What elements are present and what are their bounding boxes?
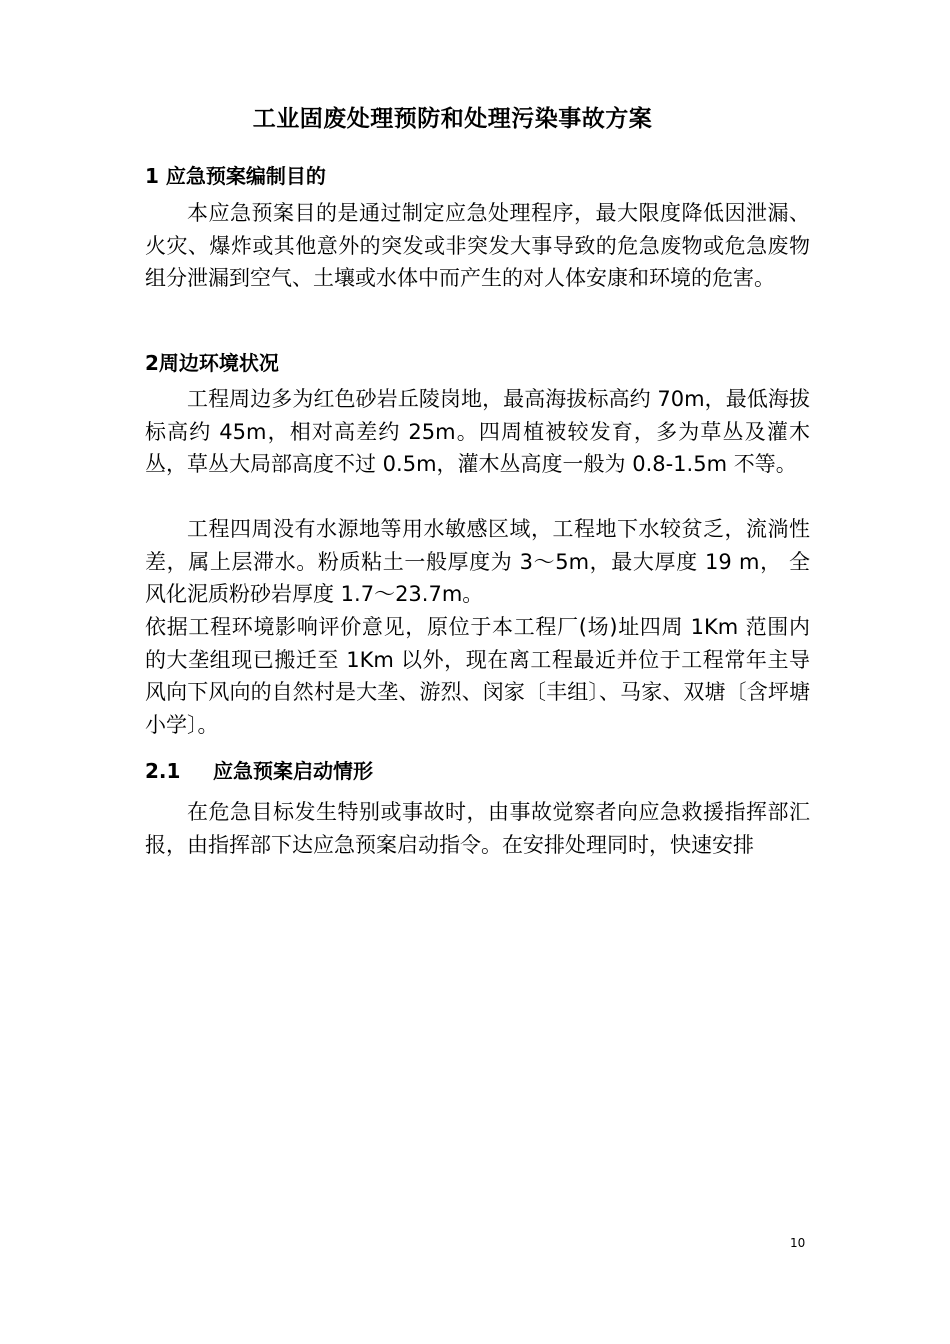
- section-2-paragraph-3: 依据工程环境影响评价意见，原位于本工程厂(场)址四周 1Km 范围内的大垄组现已搬迁至 1Km 以外，现在离工程最近并位于工程常年主导风向下风向的自然村是大垄、游烈、闵家〔丰组〕、马家、双塘〔含坪塘小学〕。: [145, 615, 810, 737]
- section-1-paragraph-1: 本应急预案目的是通过制定应急处理程序，最大限度降低因泄漏、火灾、爆炸或其他意外的突发或非突发大事导致的危急废物或危急废物组分泄漏到空气、土壤或水体中而产生的对人体安康和环境的危害。: [145, 201, 810, 290]
- section-title: 应急预案编制目的: [165, 164, 326, 188]
- section-2-paragraph-1: 工程周边多为红色砂岩丘陵岗地，最高海拔标高约 70m，最低海拔标高约 45m，相对高差约 25m。四周植被较发育，多为草丛及灌木丛，草丛大局部高度不过 0.5m，灌木丛高度一般为 0.8-1.5m 不等。: [145, 387, 810, 476]
- section-title: 周边环境状况: [158, 351, 279, 375]
- section-title: 应急预案启动情形: [213, 759, 373, 783]
- section-2-1-heading: [145, 755, 373, 784]
- section-1-heading: [145, 160, 326, 189]
- page-number: 10: [790, 1236, 806, 1250]
- section-2-paragraph-2: 工程四周没有水源地等用水敏感区域，工程地下水较贫乏，流淌性差，属上层滞水。粉质粘土一般厚度为 3～5m，最大厚度 19 m， 全风化泥质粉砂岩厚度 1.7～23.7m。: [145, 517, 810, 606]
- section-number: 1: [145, 164, 159, 188]
- section-2-1-paragraph-1: 在危急目标发生特别或事故时，由事故觉察者向应急救援指挥部汇报，由指挥部下达应急预案启动指令。在安排处理同时，快速安排: [145, 800, 810, 857]
- section-2-heading: [145, 347, 279, 376]
- section-number: 2: [145, 351, 159, 375]
- document-title: 工业固废处理预防和处理污染事故方案: [252, 106, 653, 132]
- section-number: 2.1: [145, 759, 181, 783]
